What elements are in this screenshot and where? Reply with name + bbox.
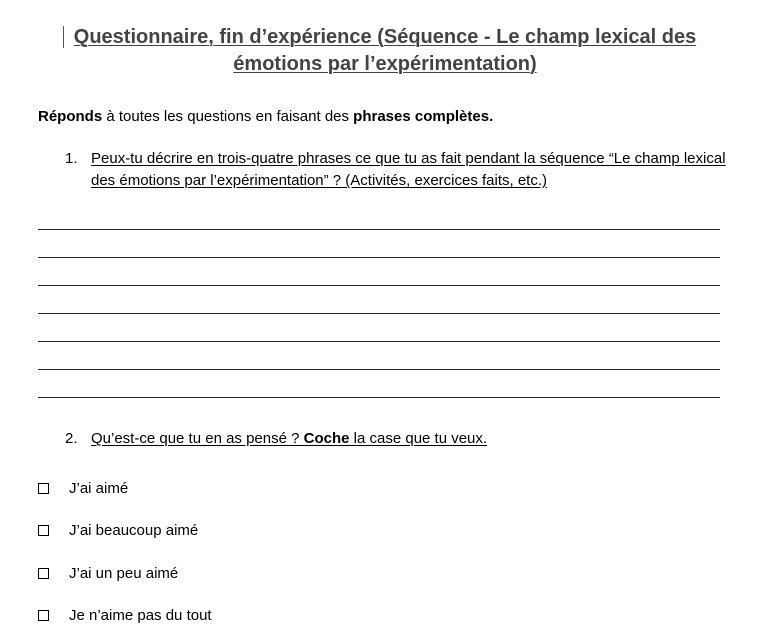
answer-line-1[interactable] [38, 229, 720, 230]
question-2-text [91, 428, 487, 450]
option-label: J’ai aimé [69, 480, 129, 497]
checkbox[interactable] [38, 568, 49, 579]
option-label: J’ai beaucoup aimé [69, 522, 199, 539]
answer-line-6[interactable] [38, 369, 720, 370]
answer-line-5[interactable] [38, 341, 720, 342]
option-label: J’ai un peu aimé [69, 565, 179, 582]
question-1-number: 1. [65, 150, 78, 167]
option-jai-aime [38, 479, 128, 499]
instruction-bold-1: Réponds [38, 108, 103, 125]
checkbox[interactable] [38, 525, 49, 536]
question-2-number: 2. [65, 430, 78, 447]
page-title [55, 24, 715, 78]
option-jai-beaucoup-aime [38, 521, 198, 541]
question-1-text: Peux-tu décrire en trois-quatre phrases ce que tu as fait pendant la séquence “Le champ lexical des émotions par l’expérimentation” ? (Activités, exercices faits, etc.) [91, 150, 726, 189]
answer-line-4[interactable] [38, 313, 720, 314]
checkbox[interactable] [38, 610, 49, 621]
option-label: Je n’aime pas du tout [69, 607, 212, 624]
instruction-bold-2: phrases complètes. [353, 108, 494, 125]
question-2-text-after: la case que tu veux. [349, 430, 488, 447]
answer-line-7[interactable] [38, 397, 720, 398]
question-2-bold: Coche [303, 430, 350, 447]
question-2-text-before: Qu’est-ce que tu en as pensé ? [91, 430, 304, 447]
checkbox[interactable] [38, 483, 49, 494]
answer-line-3[interactable] [38, 285, 720, 286]
answer-line-2[interactable] [38, 257, 720, 258]
title-line-2: émotions par l’expérimentation) [233, 53, 537, 75]
option-jai-un-peu-aime [38, 564, 178, 584]
instruction-middle: à toutes les questions en faisant des [102, 108, 354, 125]
title-line-1: Questionnaire, fin d’expérience (Séquence - Le champ lexical des [73, 26, 697, 48]
option-je-naime-pas-du-tout [38, 606, 212, 626]
instruction-text [38, 107, 493, 127]
